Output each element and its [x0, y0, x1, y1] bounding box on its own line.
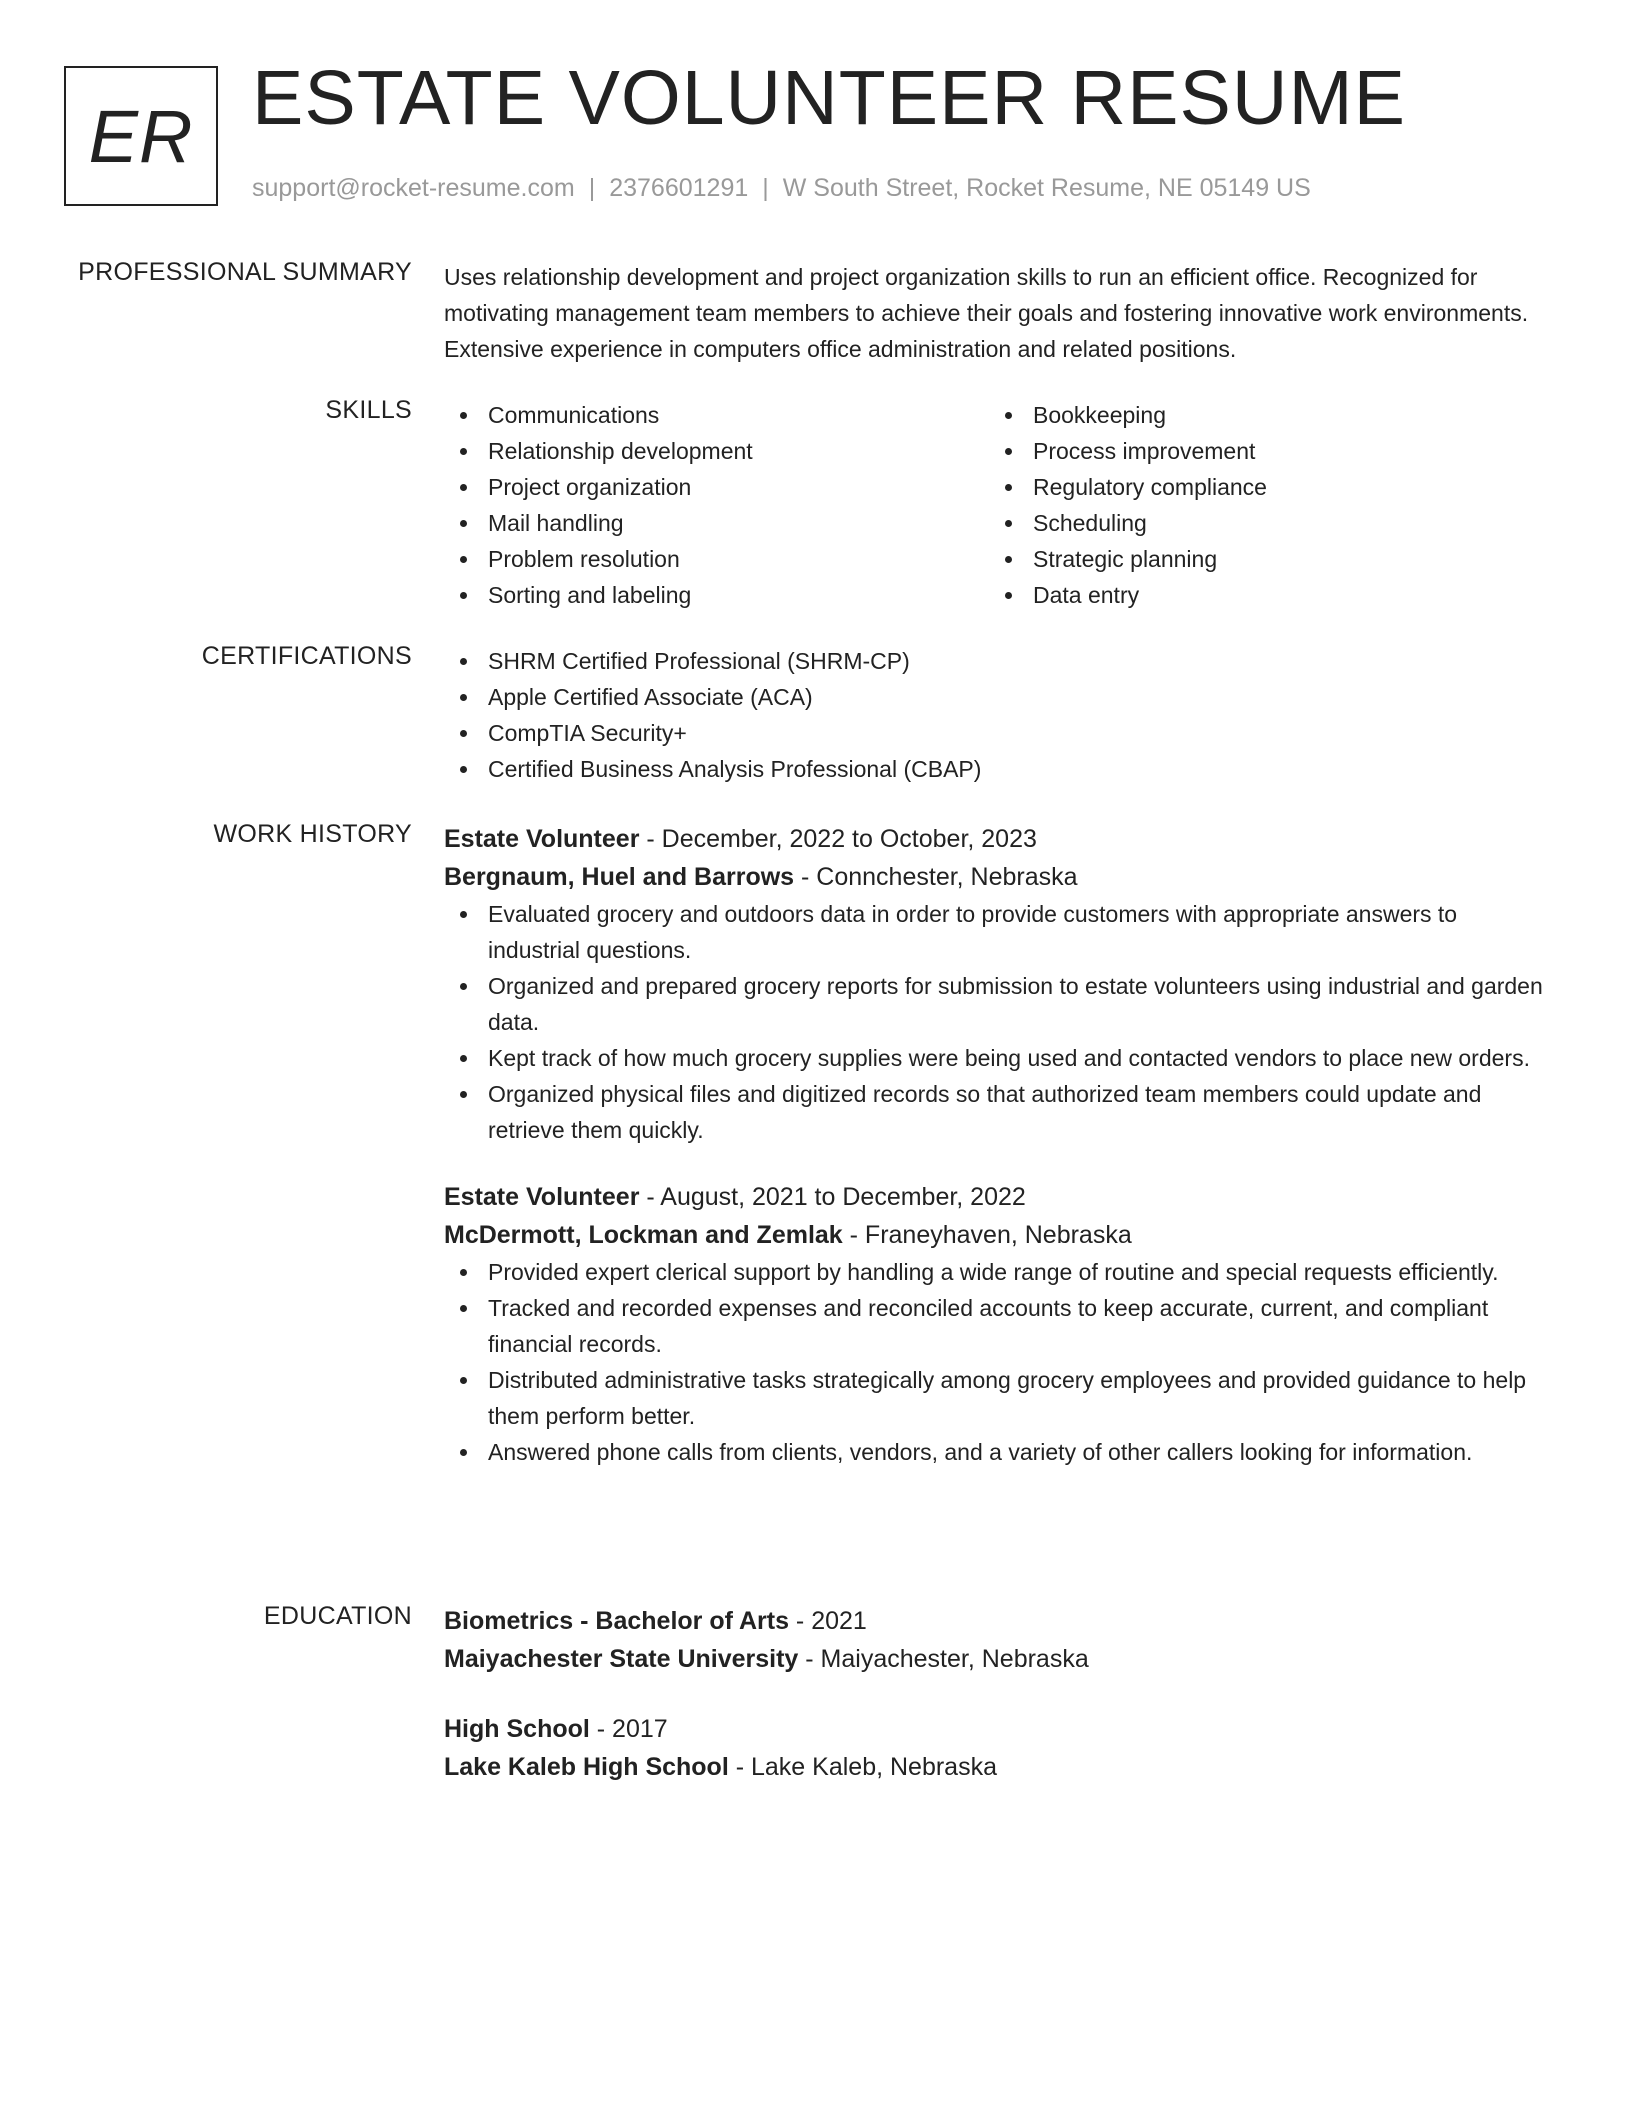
job-title: Estate Volunteer [444, 1183, 640, 1211]
skill-item: Regulatory compliance [989, 469, 1534, 505]
monogram-initials: ER [88, 94, 194, 178]
work-history-body [444, 820, 1554, 1470]
contact-line [252, 174, 1311, 203]
job-entry [444, 1178, 1554, 1470]
education-year: - 2021 [788, 1607, 867, 1635]
skills-list-right [989, 397, 1534, 613]
job-bullets [444, 1254, 1554, 1470]
job-bullet: Organized physical files and digitized records so that authorized team members could update and retrieve them quickly. [444, 1076, 1554, 1148]
job-location: - Franeyhaven, Nebraska [842, 1221, 1132, 1249]
job-company-line [444, 1216, 1554, 1254]
skill-item: Bookkeeping [989, 397, 1534, 433]
certifications-label: CERTIFICATIONS [201, 642, 412, 670]
education-entry [444, 1710, 1554, 1786]
summary-text: Uses relationship development and project organization skills to run an efficient office. Recognized for motivating management team members to achieve their goals and fostering innovative work environments. Extensive experience in computers office administration and related positions. [444, 264, 1529, 362]
skills-list-left [444, 397, 989, 613]
education-body [444, 1602, 1554, 1786]
certification-item: Apple Certified Associate (ACA) [444, 679, 1554, 715]
job-dates: - December, 2022 to October, 2023 [639, 825, 1037, 853]
job-title-line [444, 1178, 1554, 1216]
skill-item: Relationship development [444, 433, 989, 469]
certification-item: SHRM Certified Professional (SHRM-CP) [444, 643, 1554, 679]
education-year: - 2017 [589, 1715, 668, 1743]
summary-label: PROFESSIONAL SUMMARY [78, 258, 412, 286]
skill-item: Mail handling [444, 505, 989, 541]
education-entry [444, 1602, 1554, 1678]
summary-body [444, 259, 1554, 367]
monogram-box [64, 66, 218, 206]
education-school: Maiyachester State University [444, 1645, 799, 1673]
education-school: Lake Kaleb High School [444, 1753, 729, 1781]
education-location: - Maiyachester, Nebraska [798, 1645, 1089, 1673]
job-bullet: Tracked and recorded expenses and reconciled accounts to keep accurate, current, and compliant financial records. [444, 1290, 1554, 1362]
job-bullet: Provided expert clerical support by handling a wide range of routine and special requests efficiently. [444, 1254, 1554, 1290]
certification-item: Certified Business Analysis Professional (CBAP) [444, 751, 1554, 787]
job-location: - Connchester, Nebraska [794, 863, 1078, 891]
education-label: EDUCATION [263, 1602, 412, 1630]
job-company: McDermott, Lockman and Zemlak [444, 1221, 843, 1249]
job-bullets [444, 896, 1554, 1148]
job-title: Estate Volunteer [444, 825, 640, 853]
skill-item: Process improvement [989, 433, 1534, 469]
work-history-label: WORK HISTORY [213, 820, 412, 848]
job-company-line [444, 858, 1554, 896]
certifications-body [444, 643, 1554, 787]
skill-item: Scheduling [989, 505, 1534, 541]
education-location: - Lake Kaleb, Nebraska [728, 1753, 997, 1781]
education-school-line [444, 1748, 1554, 1786]
education-degree-line [444, 1710, 1554, 1748]
certification-item: CompTIA Security+ [444, 715, 1554, 751]
certifications-list [444, 643, 1554, 787]
job-bullet: Kept track of how much grocery supplies were being used and contacted vendors to place new orders. [444, 1040, 1554, 1076]
contact-address: W South Street, Rocket Resume, NE 05149 US [782, 174, 1311, 202]
skills-body [444, 397, 1554, 613]
job-bullet: Evaluated grocery and outdoors data in order to provide customers with appropriate answers to industrial questions. [444, 896, 1554, 968]
education-school-line [444, 1640, 1554, 1678]
skill-item: Problem resolution [444, 541, 989, 577]
skill-item: Data entry [989, 577, 1534, 613]
job-dates: - August, 2021 to December, 2022 [639, 1183, 1026, 1211]
skill-item: Communications [444, 397, 989, 433]
resume-title: ESTATE VOLUNTEER RESUME [252, 55, 1406, 141]
job-bullet: Organized and prepared grocery reports for submission to estate volunteers using industrial and garden data. [444, 968, 1554, 1040]
job-title-line [444, 820, 1554, 858]
contact-phone: 2376601291 [609, 174, 749, 202]
skill-item: Strategic planning [989, 541, 1534, 577]
education-degree: High School [444, 1715, 590, 1743]
contact-separator: | [762, 174, 769, 202]
job-entry [444, 820, 1554, 1148]
contact-separator: | [588, 174, 596, 202]
contact-email: support@rocket-resume.com [252, 174, 575, 202]
education-degree: Biometrics - Bachelor of Arts [444, 1607, 789, 1635]
job-bullet: Answered phone calls from clients, vendors, and a variety of other callers looking for information. [444, 1434, 1554, 1470]
job-bullet: Distributed administrative tasks strategically among grocery employees and provided guidance to help them perform better. [444, 1362, 1554, 1434]
education-degree-line [444, 1602, 1554, 1640]
skills-label: SKILLS [325, 396, 412, 424]
job-company: Bergnaum, Huel and Barrows [444, 863, 795, 891]
skill-item: Sorting and labeling [444, 577, 989, 613]
skill-item: Project organization [444, 469, 989, 505]
